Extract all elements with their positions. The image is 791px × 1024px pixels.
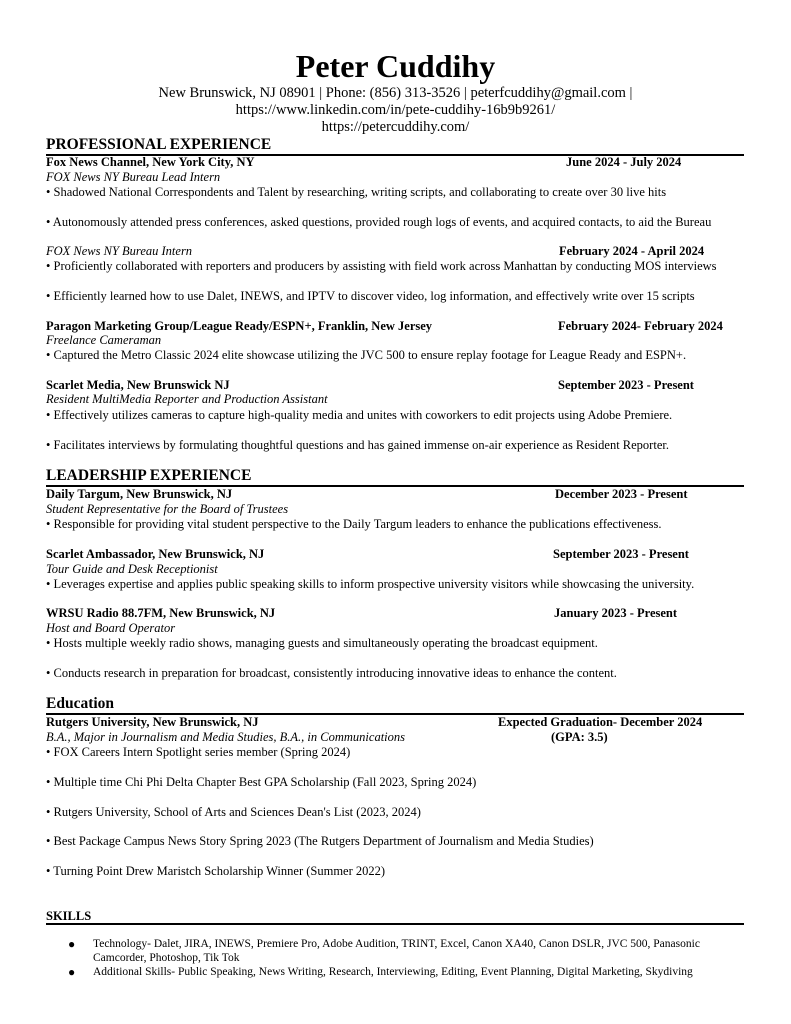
graduation-date: Expected Graduation- December 2024 (498, 715, 703, 729)
job-date: September 2023 - Present (553, 547, 689, 561)
section-heading-professional: PROFESSIONAL EXPERIENCE (46, 136, 272, 153)
job-org: Fox News Channel, New York City, NY (46, 155, 255, 169)
education-bullet: • FOX Careers Intern Spotlight series member (Spring 2024) (46, 745, 351, 759)
job-date: January 2023 - Present (554, 606, 678, 620)
job-bullet: • Captured the Metro Classic 2024 elite showcase utilizing the JVC 500 to ensure replay footage for League Ready and ESPN+. (46, 348, 687, 362)
gpa: (GPA: 3.5) (551, 730, 608, 744)
job-role: Host and Board Operator (46, 621, 176, 635)
bullet-icon: ● (68, 965, 76, 979)
website-url: https://petercuddihy.com/ (321, 119, 470, 135)
job-role: Tour Guide and Desk Receptionist (46, 562, 218, 576)
degree: B.A., Major in Journalism and Media Studies, B.A., in Communications (46, 730, 406, 744)
job-date: June 2024 - July 2024 (566, 155, 682, 169)
job-bullet: • Leverages expertise and applies public speaking skills to inform prospective university visitors while showcasing the university. (46, 577, 695, 591)
job-bullet: • Effectively utilizes cameras to capture high-quality media and unites with coworkers to edit projects using Adobe Premiere. (46, 408, 673, 422)
education-bullet: • Rutgers University, School of Arts and Sciences Dean's List (2023, 2024) (46, 805, 421, 819)
skill-item: Additional Skills- Public Speaking, News Writing, Research, Interviewing, Editing, Event Planning, Digital Marketing, Skydiving (93, 966, 693, 978)
job-date: December 2023 - Present (555, 487, 688, 501)
job-org: Scarlet Media, New Brunswick NJ (46, 378, 230, 392)
job-bullet: • Conducts research in preparation for broadcast, consistently introducing innovative ideas to enhance the content. (46, 666, 617, 680)
section-heading-skills: SKILLS (46, 909, 92, 923)
job-role: Student Representative for the Board of Trustees (46, 502, 289, 516)
job-bullet: • Shadowed National Correspondents and Talent by researching, writing scripts, and collaborating to create over 30 live hits (46, 185, 667, 199)
education-bullet: • Best Package Campus News Story Spring 2023 (The Rutgers Department of Journalism and Media Studies) (46, 834, 594, 848)
job-role: FOX News NY Bureau Lead Intern (46, 170, 221, 184)
job-date: February 2024 - April 2024 (559, 244, 705, 258)
job-bullet: • Proficiently collaborated with reporters and producers by assisting with field work across Manhattan by conducting MOS interviews (46, 259, 717, 273)
section-heading-leadership: LEADERSHIP EXPERIENCE (46, 467, 252, 484)
job-date: February 2024- February 2024 (558, 319, 723, 333)
job-role: FOX News NY Bureau Intern (46, 244, 193, 258)
resume-name: Peter Cuddihy (295, 48, 496, 84)
education-bullet: • Multiple time Chi Phi Delta Chapter Best GPA Scholarship (Fall 2023, Spring 2024) (46, 775, 477, 789)
job-org: Scarlet Ambassador, New Brunswick, NJ (46, 547, 265, 561)
section-divider (46, 923, 744, 925)
job-date: September 2023 - Present (558, 378, 694, 392)
job-org: Daily Targum, New Brunswick, NJ (46, 487, 233, 501)
bullet-icon: ● (68, 937, 76, 951)
job-bullet: • Efficiently learned how to use Dalet, INEWS, and IPTV to discover video, log information, and effectively write over 15 scripts (46, 289, 695, 303)
skill-item: Technology- Dalet, JIRA, INEWS, Premiere Pro, Adobe Audition, TRINT, Excel, Canon XA40, Canon DSLR, JVC 500, Panasonic Camcorder, Photoshop, Tik Tok (93, 938, 700, 964)
job-role: Resident MultiMedia Reporter and Production Assistant (46, 392, 328, 406)
education-bullet: • Turning Point Drew Maristch Scholarship Winner (Summer 2022) (46, 864, 386, 878)
job-role: Freelance Cameraman (46, 333, 162, 347)
job-bullet: • Autonomously attended press conferences, asked questions, provided rough logs of events, and acquired contacts, to aid the Bureau (46, 215, 712, 229)
linkedin-url: https://www.linkedin.com/in/pete-cuddihy-16b9b9261/ (235, 102, 556, 118)
contact-line: New Brunswick, NJ 08901 | Phone: (856) 313-3526 | peterfcuddihy@gmail.com | (158, 85, 633, 101)
section-heading-education: Education (46, 695, 115, 712)
job-org: Paragon Marketing Group/League Ready/ESPN+, Franklin, New Jersey (46, 319, 433, 333)
job-bullet: • Responsible for providing vital student perspective to the Daily Targum leaders to enhance the publications effectiveness. (46, 517, 662, 531)
job-org: WRSU Radio 88.7FM, New Brunswick, NJ (46, 606, 276, 620)
job-bullet: • Hosts multiple weekly radio shows, managing guests and simultaneously operating the broadcast equipment. (46, 636, 598, 650)
job-bullet: • Facilitates interviews by formulating thoughtful questions and has gained immense on-air experience as Resident Reporter. (46, 438, 669, 452)
school-name: Rutgers University, New Brunswick, NJ (46, 715, 259, 729)
